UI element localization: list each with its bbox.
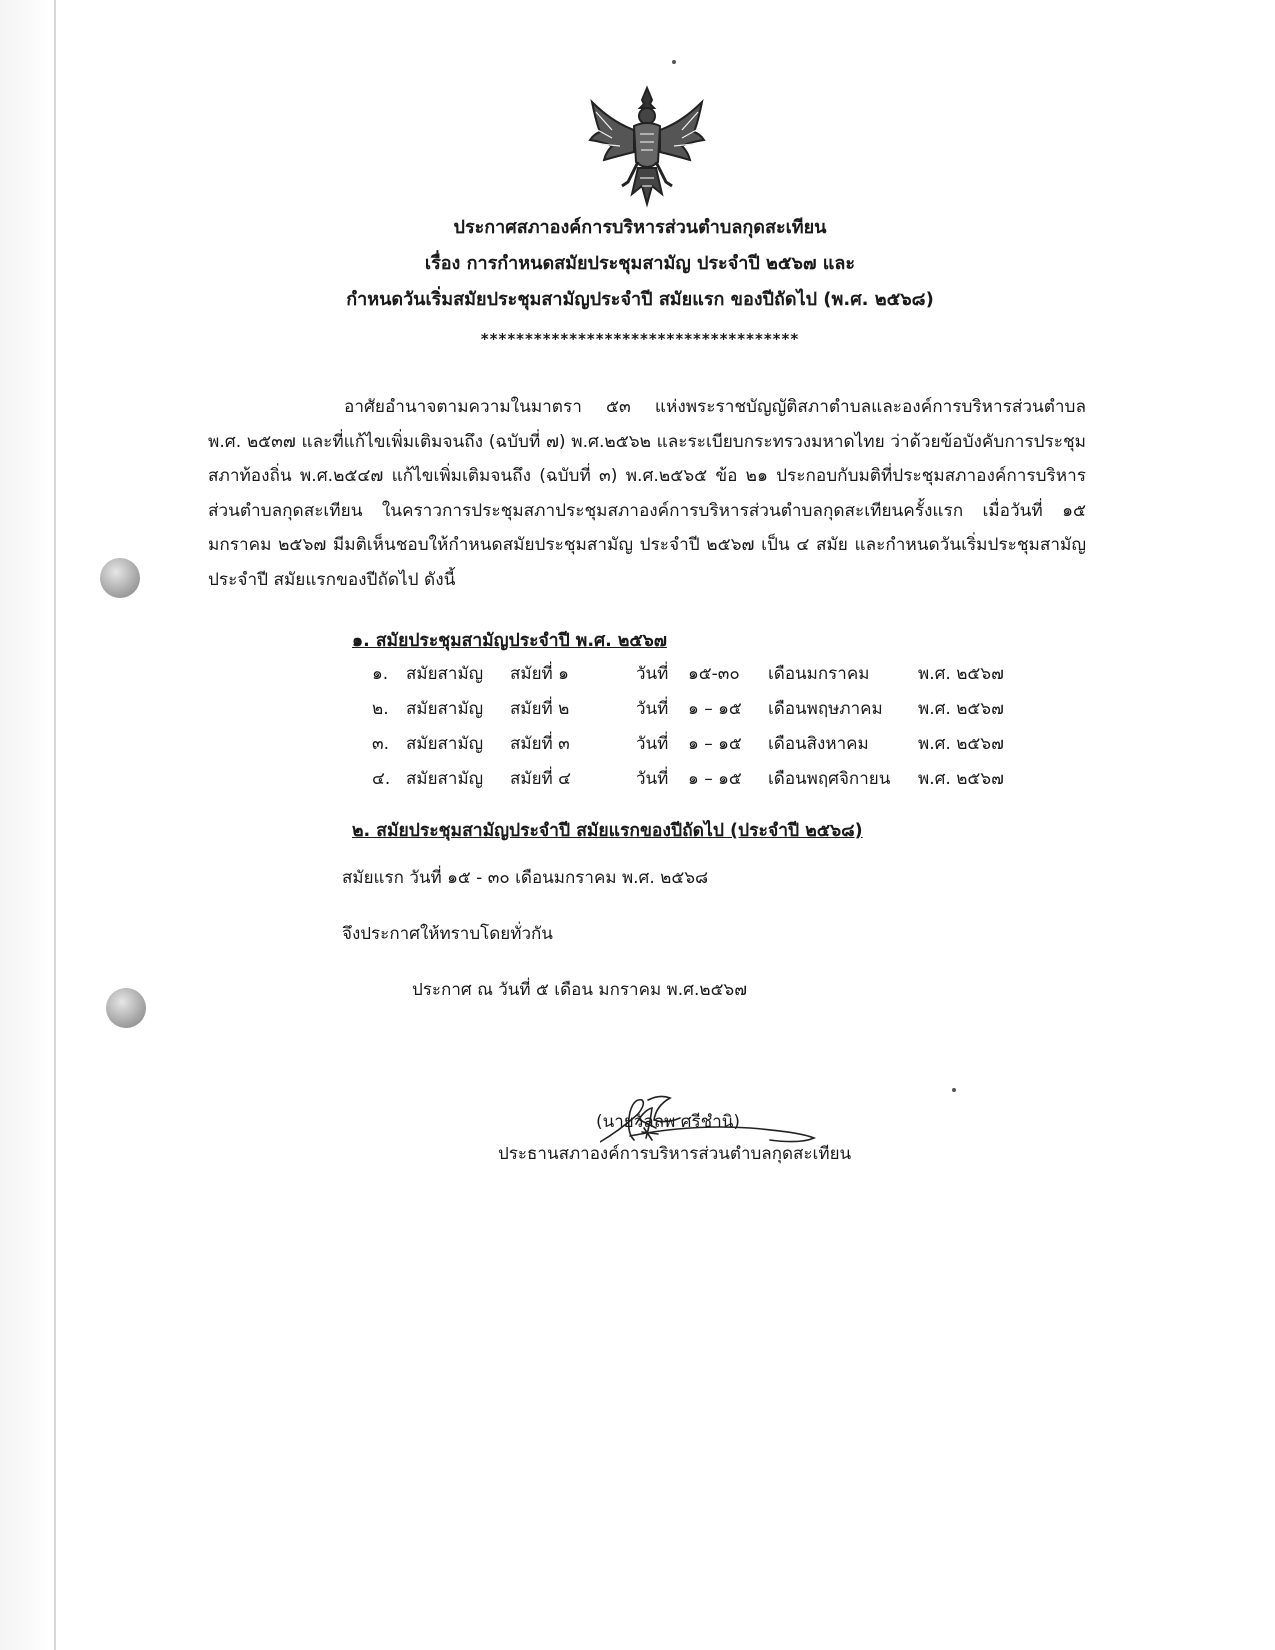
section-1-title: ๑. สมัยประชุมสามัญประจำปี พ.ศ. ๒๕๖๗ [352, 631, 667, 651]
row-ordinal: สมัยที่ ๑ [510, 664, 569, 684]
punch-hole-top [100, 558, 140, 598]
row-ordinal: สมัยที่ ๔ [510, 769, 572, 789]
header-title-line-3: กำหนดวันเริ่มสมัยประชุมสามัญประจำปี สมัยแรก ของปีถัดไป (พ.ศ. ๒๕๖๘) [346, 289, 934, 310]
row-day-label: วันที่ [636, 734, 669, 754]
row-date-range: ๑ – ๑๕ [688, 734, 742, 754]
row-year: พ.ศ. ๒๕๖๗ [918, 699, 1004, 719]
header-separator: ************************************ [480, 330, 800, 348]
row-year: พ.ศ. ๒๕๖๗ [918, 664, 1004, 684]
row-ordinal: สมัยที่ ๓ [510, 734, 570, 754]
scan-speck [952, 1088, 956, 1092]
row-session: สมัยสามัญ [406, 734, 484, 754]
page-edge-shadow [0, 0, 54, 1650]
punch-hole-bottom [106, 988, 146, 1028]
row-number: ๓. [372, 734, 390, 754]
page-fold-line [54, 0, 56, 1650]
row-month: เดือนสิงหาคม [768, 734, 869, 754]
section-2-title: ๒. สมัยประชุมสามัญประจำปี สมัยแรกของปีถัดไป (ประจำปี ๒๕๖๘) [352, 821, 863, 841]
row-month: เดือนมกราคม [768, 664, 870, 684]
announcement-date: ประกาศ ณ วันที่ ๕ เดือน มกราคม พ.ศ.๒๕๖๗ [412, 980, 748, 1000]
row-session: สมัยสามัญ [406, 769, 484, 789]
row-day-label: วันที่ [636, 769, 669, 789]
header-title-line-1: ประกาศสภาองค์การบริหารส่วนตำบลกุดสะเทียน [453, 217, 827, 238]
section-2-detail: สมัยแรก วันที่ ๑๕ - ๓๐ เดือนมกราคม พ.ศ. ๒๕๖๘ [342, 868, 709, 888]
row-date-range: ๑๕-๓๐ [688, 664, 740, 684]
row-date-range: ๑ – ๑๕ [688, 699, 742, 719]
header-title-line-2: เรื่อง การกำหนดสมัยประชุมสามัญ ประจำปี ๒๕๖๗ และ [424, 253, 856, 274]
announcement-text: จึงประกาศให้ทราบโดยทั่วกัน [342, 924, 553, 944]
row-month: เดือนพฤษภาคม [768, 699, 883, 719]
row-year: พ.ศ. ๒๕๖๗ [918, 734, 1004, 754]
signatory-position: ประธานสภาองค์การบริหารส่วนตำบลกุดสะเทียน [498, 1144, 852, 1164]
scan-speck [672, 60, 676, 64]
row-session: สมัยสามัญ [406, 664, 484, 684]
row-date-range: ๑ – ๑๕ [688, 769, 742, 789]
row-number: ๒. [372, 699, 389, 719]
row-day-label: วันที่ [636, 699, 669, 719]
signatory-name: (นายวัลลพ ศรีชำนิ) [596, 1112, 741, 1132]
body-paragraph [208, 390, 1086, 597]
row-number: ๑. [372, 664, 389, 684]
row-session: สมัยสามัญ [406, 699, 484, 719]
row-year: พ.ศ. ๒๕๖๗ [918, 769, 1004, 789]
garuda-emblem-icon [582, 82, 712, 212]
row-number: ๔. [372, 769, 391, 789]
body-paragraph-text: อาศัยอำนาจตามความในมาตรา ๕๓ แห่งพระราชบัญญัติสภาตำบลและองค์การบริหารส่วนตำบล พ.ศ. ๒๕๓๗ และที่แก้ไขเพิ่มเติมจนถึง (ฉบับที่ ๗) พ.ศ.๒๕๖๒ และระเบียบกระทรวงมหาดไทย ว่าด้วยข้อบังคับการประชุมสภาท้องถิ่น พ.ศ.๒๕๔๗ แก้ไขเพิ่มเติมจนถึง (ฉบับที่ ๓) พ.ศ.๒๕๖๕ ข้อ ๒๑ ประกอบกับมติที่ประชุมสภาองค์การบริหารส่วนตำบลกุดสะเทียน ในคราวการประชุมสภาประชุมสภาองค์การบริหารส่วนตำบลกุดสะเทียนครั้งแรก เมื่อวันที่ ๑๕ มกราคม ๒๕๖๗ มีมติเห็นชอบให้กำหนดสมัยประชุมสามัญ ประจำปี ๒๕๖๗ เป็น ๔ สมัย และกำหนดวันเริ่มประชุมสามัญประจำปี สมัยแรกของปีถัดไป ดังนี้ [208, 397, 1086, 590]
row-month: เดือนพฤศจิกายน [768, 769, 891, 789]
row-ordinal: สมัยที่ ๒ [510, 699, 570, 719]
row-day-label: วันที่ [636, 664, 669, 684]
